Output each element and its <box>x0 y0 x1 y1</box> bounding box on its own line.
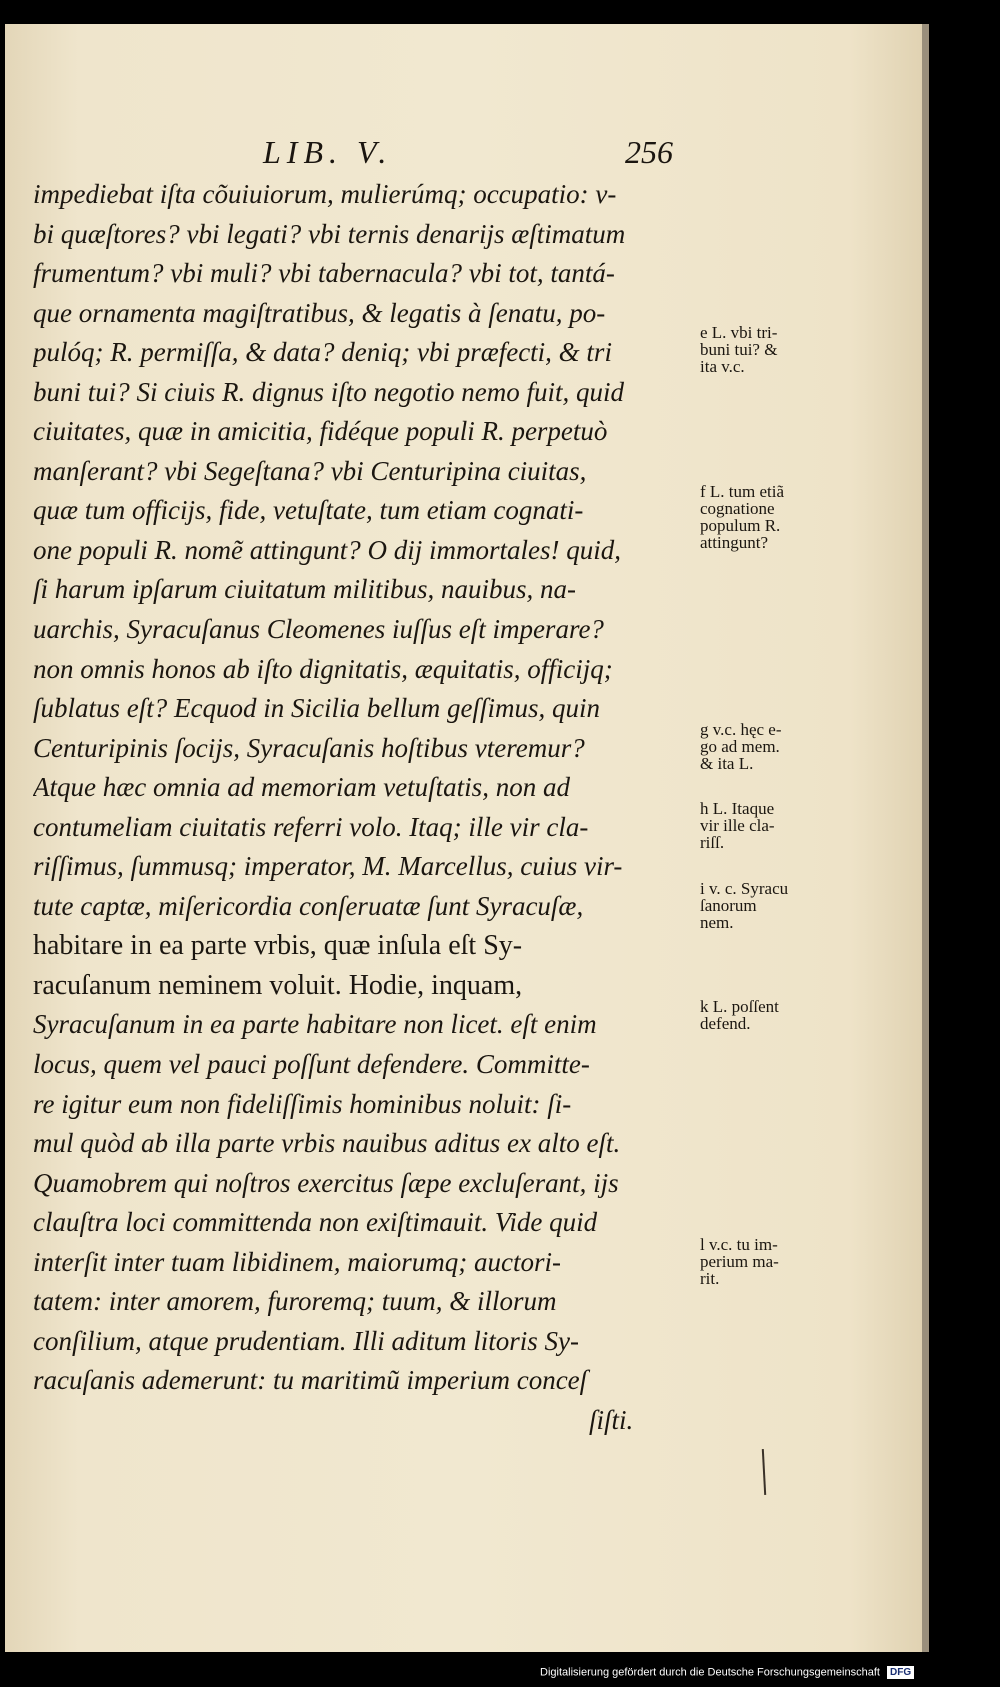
page-number: 256 <box>625 134 673 170</box>
text-line: pulóq; R. permiſſa, & data? deniq; vbi præfecti, & tri <box>33 337 612 368</box>
margin-note: k L. poſſent defend. <box>700 997 779 1033</box>
text-line: clauſtra loci committenda non exiſtimauit. Vide quid <box>33 1207 598 1238</box>
text-line: ſiſti. <box>589 1404 634 1435</box>
text-line: contumeliam ciuitatis referri volo. Itaq; ille vir cla- <box>33 811 589 842</box>
margin-note: f L. tum etiã cognatione populum R. attingunt? <box>700 482 785 552</box>
body-text <box>33 175 698 1441</box>
text-line: ciuitates, quæ in amicitia, fidéque populi R. perpetuò <box>33 416 608 447</box>
text-line: racuſanis ademerunt: tu maritimũ imperium conceſ <box>33 1365 588 1396</box>
margin-note: i v. c. Syracu ſanorum nem. <box>700 879 789 932</box>
text-line: Quamobrem qui noſtros exercitus ſæpe excluſerant, ijs <box>33 1167 619 1198</box>
dfg-logo-icon: DFG <box>887 1666 914 1679</box>
text-line: re igitur eum non fideliſſimis hominibus noluit: ſi- <box>33 1088 572 1119</box>
text-line: tute captæ, miſericordia conſeruatæ ſunt Syracuſæ, <box>33 890 584 921</box>
text-line: manſerant? vbi Segeſtana? vbi Centuripina ciuitas, <box>33 455 587 486</box>
text-line: mul quòd ab illa parte vrbis nauibus aditus ex alto eſt. <box>33 1128 621 1159</box>
credit-text: Digitalisierung gefördert durch die Deutsche Forschungsgemeinschaft <box>540 1666 880 1679</box>
text-line: Centuripinis ſocijs, Syracuſanis hoſtibus vteremur? <box>33 732 585 763</box>
text-line: one populi R. nomẽ attingunt? O dij immortales! quid, <box>33 534 621 565</box>
text-line: impediebat iſta cõuiuiorum, mulierúmq; occupatio: v- <box>33 179 617 209</box>
page-edge <box>922 24 929 1652</box>
margin-note: h L. Itaque vir ille cla- riſſ. <box>700 799 775 852</box>
text-line: quæ tum officijs, fide, vetuſtate, tum etiam cognati- <box>33 495 584 526</box>
text-line: Syracuſanum in ea parte habitare non licet. eſt enim <box>33 1009 597 1040</box>
text-line: ſi harum ipſarum ciuitatum militibus, nauibus, na- <box>33 574 577 605</box>
text-line: conſilium, atque prudentiam. Illi aditum litoris Sy- <box>33 1325 579 1356</box>
text-line: que ornamenta magiſtratibus, & legatis à ſenatu, po- <box>33 297 606 328</box>
text-line: frumentum? vbi muli? vbi tabernacula? vbi tot, tantá- <box>33 258 615 289</box>
text-line: ſublatus eſt? Ecquod in Sicilia bellum geſſimus, quin <box>33 693 600 724</box>
text-line: tatem: inter amorem, furoremq; tuum, & illorum <box>33 1286 557 1317</box>
margin-note: e L. vbi tri- buni tui? & ita v.c. <box>700 323 778 376</box>
text-line: locus, quem vel pauci poſſunt defendere. Committe- <box>33 1049 590 1080</box>
text-line: buni tui? Si ciuis R. dignus iſto negotio nemo fuit, quid <box>33 376 624 407</box>
book-page <box>5 24 923 1652</box>
book-number: LIB. V. <box>263 134 393 170</box>
digitization-credit <box>540 1666 914 1684</box>
margin-note: g v.c. hęc e- go ad mem. & ita L. <box>700 720 782 773</box>
text-line: habitare in ea parte vrbis, quæ inſula eſt Sy- <box>33 930 523 962</box>
margin-note: l v.c. tu im- perium ma- rit. <box>700 1235 779 1288</box>
text-line: Atque hæc omnia ad memoriam vetuſtatis, non ad <box>33 772 570 803</box>
running-header <box>263 134 673 174</box>
text-line: riſſimus, ſummusq; imperator, M. Marcellus, cuius vir- <box>33 851 623 882</box>
text-line: racuſanum neminem voluit. Hodie, inquam, <box>33 969 523 1001</box>
text-line: bi quæſtores? vbi legati? vbi ternis denarijs æſtimatum <box>33 218 626 249</box>
text-line: interſit inter tuam libidinem, maiorumq; auctori- <box>33 1246 561 1277</box>
text-line: non omnis honos ab iſto dignitatis, æquitatis, officijq; <box>33 653 613 684</box>
text-line: uarchis, Syracuſanus Cleomenes iuſſus eſt imperare? <box>33 614 604 645</box>
